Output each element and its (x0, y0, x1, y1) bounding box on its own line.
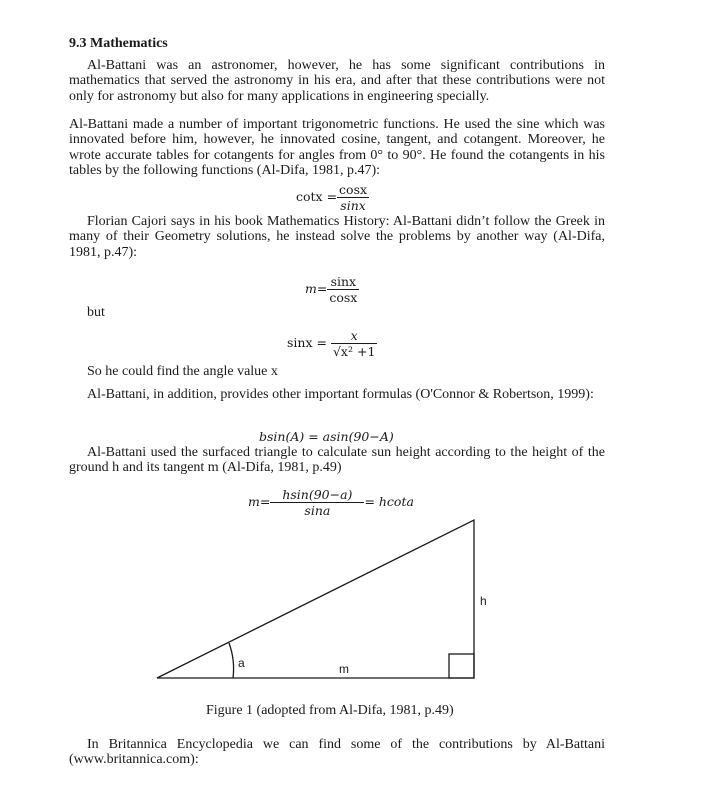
paragraph-1: Al-Battani was an astronomer, however, he has some significant contributions in mathematics that served the astronomy in his era, and after that these contributions were not only for astronomy but also for many applications in engineering specially. (69, 58, 605, 104)
paragraph-7: In Britannica Encyclopedia we can find some of the contributions by Al-Battani (www.britannica.com): (69, 737, 605, 768)
formula-sin-lhs: sinx = (287, 335, 327, 350)
label-height-h: h (480, 594, 487, 608)
paragraph-2: Al-Battani made a number of important trigonometric functions. He used the sine which was innovated before him, however, he innovated cosine, tangent, and cotangent. Moreover, he wrote accurate tables for cotangents for angles from 0° to 90°. He found the cotangents in his tables by the following functions (Al-Difa, 1981, p.47): (69, 117, 605, 178)
triangle-shape (157, 520, 474, 678)
formula-hcot-numerator: hsin(90−a) (282, 487, 353, 502)
formula-hcot-lhs: m= (248, 494, 271, 509)
formula-hcot-denominator: sina (304, 503, 331, 518)
label-base-m: m (339, 662, 349, 676)
paragraph-3: Florian Cajori says in his book Mathematics History: Al-Battani didn’t follow the Greek in many of their Geometry solutions, he instead solve the problems by another way (Al-Difa, 1981, p.47): (69, 214, 605, 260)
formula-hcot-rhs: = hcota (364, 494, 414, 509)
paragraph-4: So he could find the angle value x (87, 364, 278, 379)
formula-cot-denominator: sinx (340, 198, 366, 213)
formula-cot-lhs: cotx = (296, 189, 338, 204)
formula-m-numerator: sinx (330, 274, 357, 289)
section-heading: 9.3 Mathematics (69, 36, 168, 51)
right-angle-marker (449, 654, 474, 678)
formula-sin-denominator: √x² +1 (332, 344, 376, 359)
angle-arc (229, 643, 234, 678)
formula-m-denominator: cosx (329, 290, 358, 305)
formula-bsin: bsin(A) = asin(90−A) (259, 429, 394, 444)
formula-m-lhs: m= (305, 281, 328, 296)
figure-caption: Figure 1 (adopted from Al-Difa, 1981, p.49) (206, 703, 454, 718)
text-but: but (87, 305, 105, 320)
label-angle-a: a (238, 656, 245, 670)
formula-cot-numerator: cosx (339, 182, 368, 197)
paragraph-6: Al-Battani used the surfaced triangle to calculate sun height according to the height of the ground h and its tangent m (Al-Difa, 1981, p.49) (69, 445, 605, 476)
paragraph-5: Al-Battani, in addition, provides other important formulas (O'Connor & Robertson, 1999): (87, 387, 594, 402)
formula-sin-numerator: x (350, 328, 358, 343)
